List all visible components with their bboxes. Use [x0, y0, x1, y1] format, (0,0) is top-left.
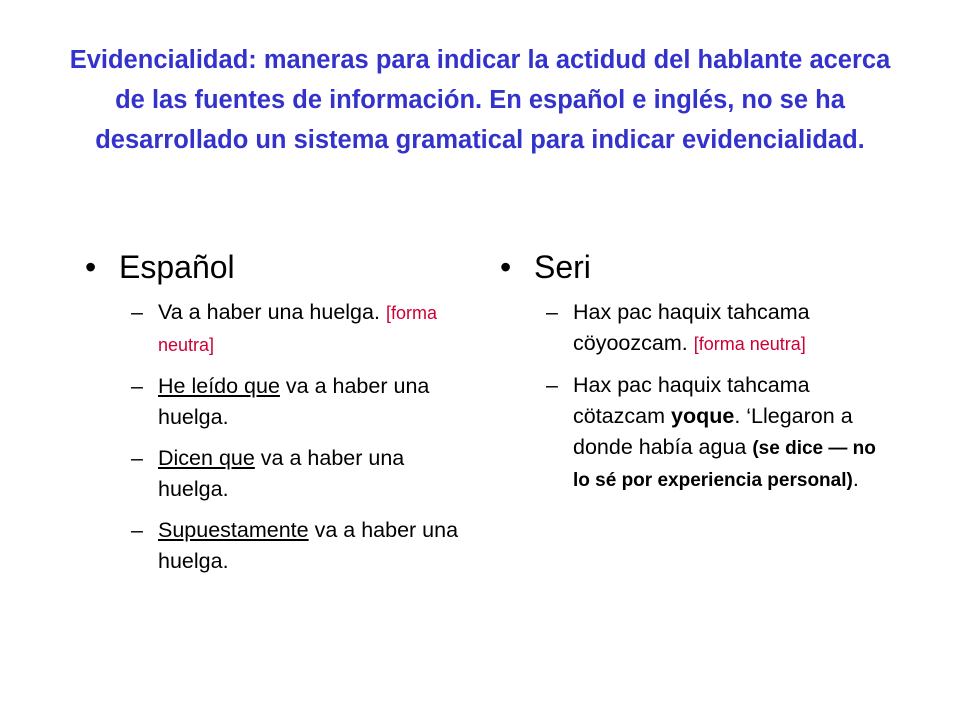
- heading-espanol: Español: [119, 249, 235, 285]
- evidential-marker: Dicen que: [158, 446, 255, 470]
- list-item: [131, 371, 465, 433]
- seri-examples: [546, 297, 880, 496]
- example-text: [573, 370, 880, 496]
- dash-glyph: –: [131, 300, 143, 324]
- bullet-glyph: •: [85, 249, 97, 285]
- dash-glyph: –: [546, 300, 558, 324]
- column-seri: [500, 245, 880, 506]
- list-item: [131, 297, 465, 361]
- example-text: [573, 297, 880, 360]
- evidential-marker: Supuestamente: [158, 518, 309, 542]
- espanol-examples: [131, 297, 465, 577]
- sentence-gloss: . ‘Llegaron a donde había agua: [573, 404, 853, 459]
- evidential-note: (se dice — no lo sé por experiencia personal): [573, 438, 876, 491]
- dash-glyph: –: [131, 374, 143, 398]
- list-item: [546, 370, 880, 496]
- example-text: [158, 515, 465, 577]
- evidential-marker: yoque: [670, 404, 735, 428]
- sentence-end: .: [852, 467, 859, 491]
- sentence: va a haber una huelga.: [158, 518, 459, 573]
- list-item: [131, 515, 465, 577]
- dash-glyph: –: [131, 518, 143, 542]
- sentence: Va a haber una huelga.: [158, 300, 386, 324]
- example-text: [158, 443, 465, 505]
- bullet-seri: [500, 245, 880, 289]
- example-text: [158, 297, 465, 361]
- bullet-glyph: •: [500, 249, 512, 285]
- bullet-espanol: [85, 245, 465, 289]
- tag-neutral: [forma neutra]: [693, 334, 806, 354]
- list-item: [131, 443, 465, 505]
- sentence: Hax pac haquix tahcama cötazcam: [573, 373, 810, 428]
- heading-seri: Seri: [534, 249, 591, 285]
- evidential-marker: He leído que: [158, 374, 280, 398]
- list-item: [546, 297, 880, 360]
- sentence: va a haber una huelga.: [158, 374, 430, 429]
- dash-glyph: –: [546, 373, 558, 397]
- sentence: Hax pac haquix tahcama cöyoozcam.: [573, 300, 810, 355]
- sentence: va a haber una huelga.: [158, 446, 405, 501]
- example-text: [158, 371, 465, 433]
- tag-neutral: [forma neutra]: [158, 303, 437, 355]
- column-espanol: [85, 245, 465, 587]
- slide-title: Evidencialidad: maneras para indicar la actidud del hablante acerca de las fuentes de información. En español e inglés, no se ha desarrollado un sistema gramatical para indicar evidencialidad.: [69, 46, 891, 154]
- dash-glyph: –: [131, 446, 143, 470]
